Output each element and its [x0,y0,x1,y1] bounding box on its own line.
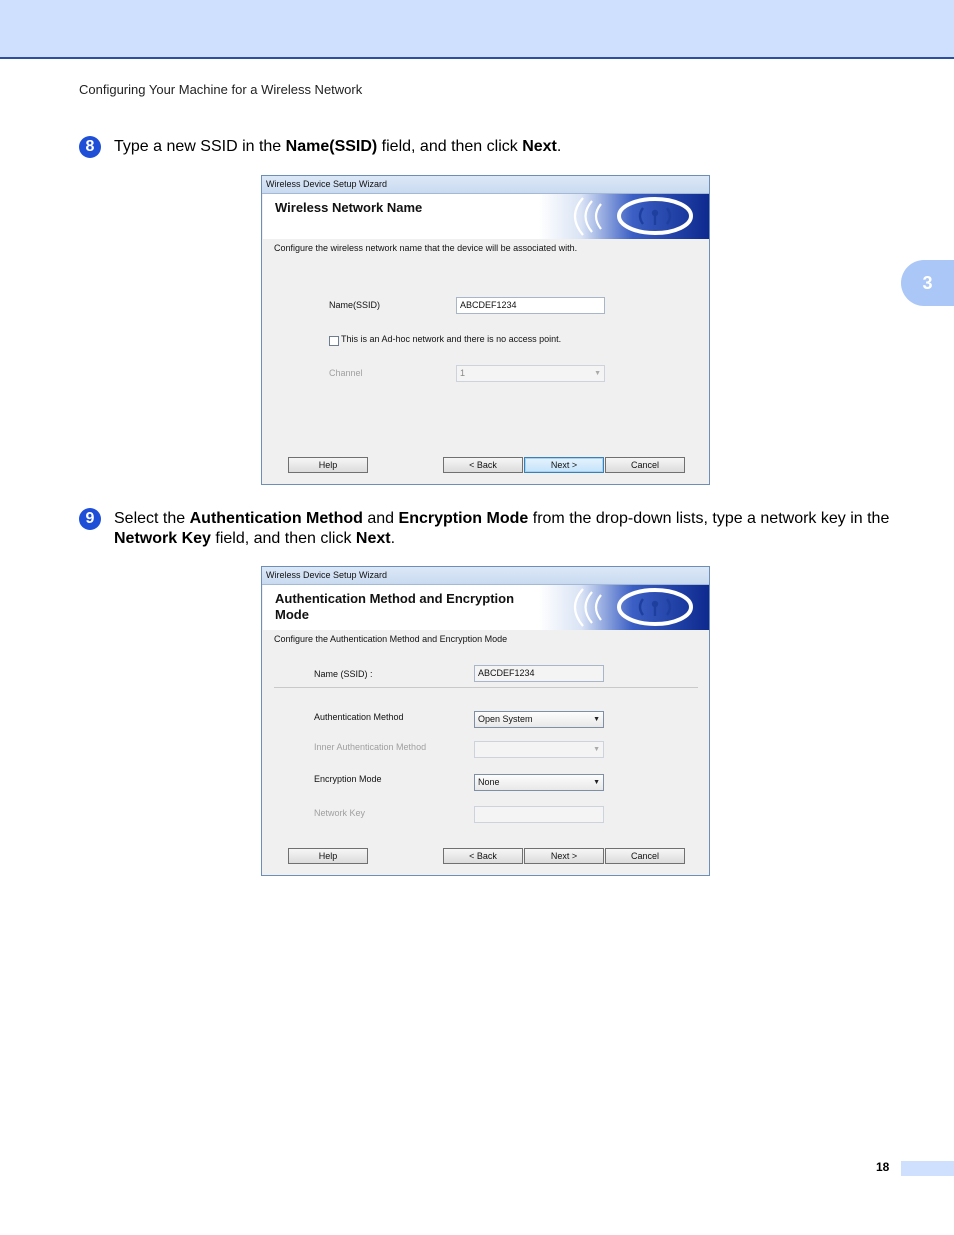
wireless-network-name-dialog [261,175,710,485]
dialog-titlebar: Wireless Device Setup Wizard [262,567,709,585]
help-button[interactable]: Help [288,848,368,864]
cancel-button[interactable]: Cancel [605,457,685,473]
ssid-label: Name(SSID) [329,300,381,310]
inner-auth-label: Inner Authentication Method [314,742,427,752]
dialog-description: Configure the wireless network name that the device will be associated with. [274,243,578,253]
auth-method-select[interactable] [474,711,604,728]
inner-auth-select[interactable] [474,741,604,758]
auth-method-label: Authentication Method [314,712,404,722]
dialog-header-title: Wireless Network Name [275,200,423,215]
wireless-banner [539,585,709,630]
network-key-label: Network Key [314,808,366,818]
chevron-down-icon: ▼ [594,370,601,377]
channel-select[interactable] [456,365,605,382]
dialog-titlebar: Wireless Device Setup Wizard [262,176,709,194]
auth-method-value: Open System [478,714,533,724]
ssid-label: Name (SSID) : [314,669,373,679]
footer-bar [901,1161,954,1176]
dialog-header-title: Authentication Method and Encryption Mode [275,591,515,622]
ssid-readonly-field: ABCDEF1234 [474,665,604,682]
encryption-mode-label: Encryption Mode [314,774,382,784]
page-number: 18 [876,1160,890,1174]
separator [274,687,698,688]
ssid-input[interactable]: ABCDEF1234 [456,297,605,314]
authentication-encryption-dialog [261,566,710,876]
cancel-button[interactable]: Cancel [605,848,685,864]
back-button[interactable]: < Back [443,457,523,473]
next-button[interactable]: Next > [524,848,604,864]
dialog-header [263,585,709,630]
adhoc-checkbox[interactable] [329,336,339,346]
chevron-down-icon: ▼ [593,746,600,753]
next-button[interactable]: Next > [524,457,604,473]
channel-label: Channel [329,368,363,378]
step-9-number: 9 [79,508,101,530]
wireless-banner [539,194,709,239]
encryption-mode-value: None [478,777,500,787]
dialog-header [263,194,709,239]
step-9-text: Select the Authentication Method and Encryption Mode from the drop-down lists, type a network key in the Network Key field, and then click Next. [114,510,890,547]
wireless-signal-icon [539,194,709,239]
encryption-mode-select[interactable] [474,774,604,791]
channel-value: 1 [460,368,466,378]
chevron-down-icon: ▼ [593,779,600,786]
header-band [0,0,954,59]
chapter-tab: 3 [901,260,954,306]
wireless-signal-icon [539,585,709,630]
step-8-text: Type a new SSID in the Name(SSID) field, and then click Next. [114,138,562,155]
chevron-down-icon: ▼ [593,716,600,723]
help-button[interactable]: Help [288,457,368,473]
running-head: Configuring Your Machine for a Wireless Network [79,82,363,97]
back-button[interactable]: < Back [443,848,523,864]
step-8-number: 8 [79,136,101,158]
dialog-description: Configure the Authentication Method and Encryption Mode [274,634,508,644]
network-key-input[interactable] [474,806,604,823]
adhoc-label: This is an Ad-hoc network and there is no access point. [341,334,562,344]
